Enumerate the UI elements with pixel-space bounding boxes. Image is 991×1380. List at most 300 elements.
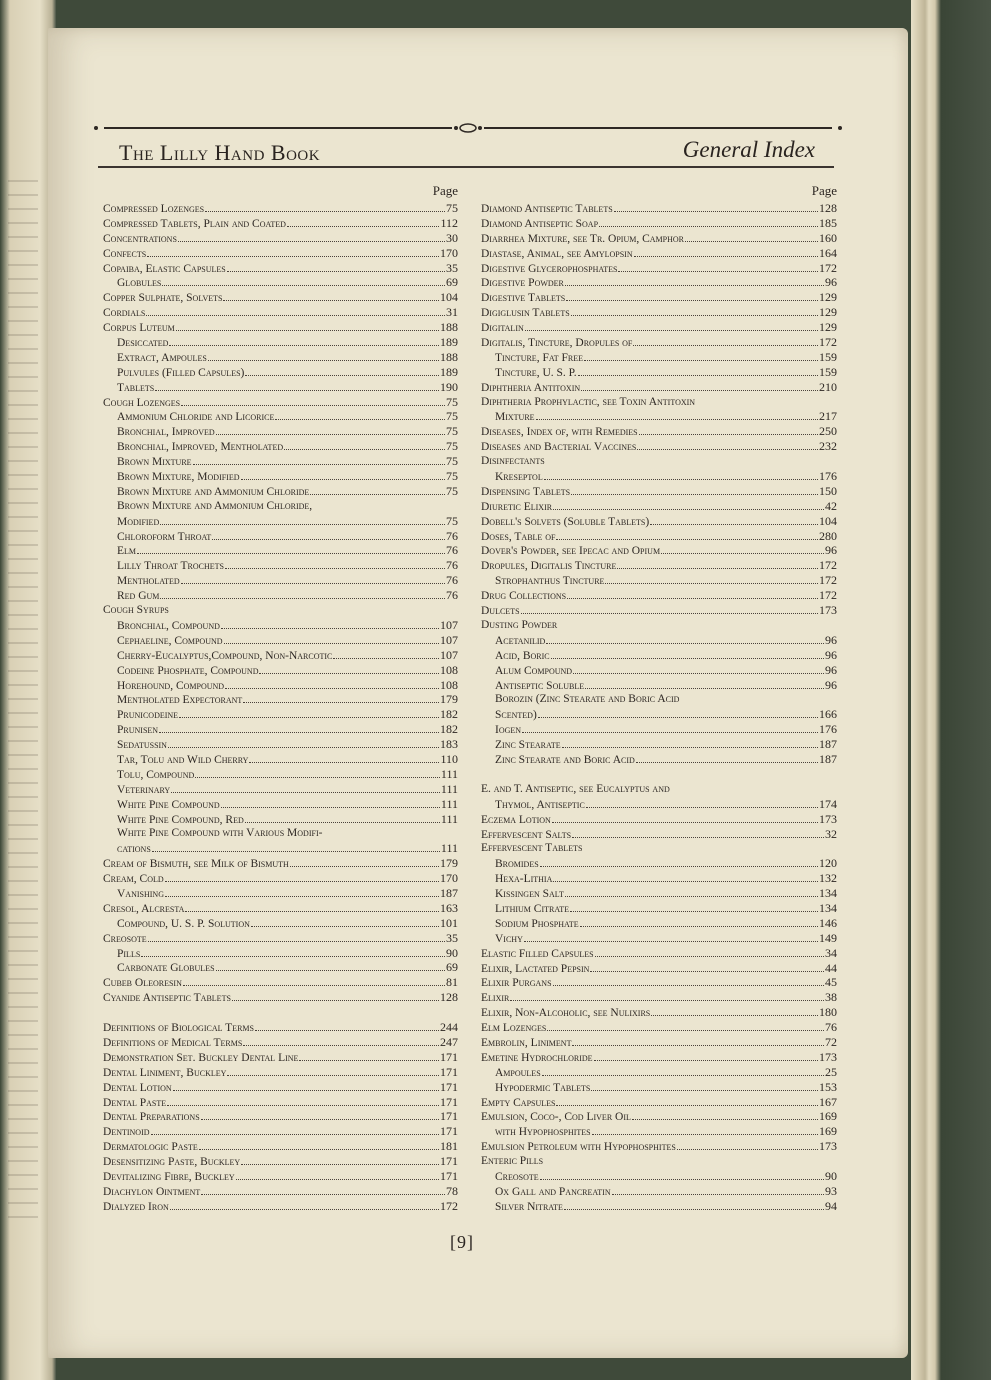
dot-leader (542, 1075, 824, 1076)
index-entry-text: Tar, Tolu and Wild Cherry (117, 753, 249, 766)
dot-leader (571, 494, 818, 495)
dot-leader (146, 315, 445, 316)
index-entry-text: Pulvules (Filled Capsules) (117, 366, 245, 379)
index-entry-text: Embrolin, Liniment (481, 1036, 572, 1049)
dot-leader (592, 1134, 818, 1135)
index-entry-page: 183 (440, 737, 458, 752)
index-entry (103, 960, 458, 975)
index-entry-page: 171 (440, 1154, 458, 1169)
index-entry (103, 707, 458, 722)
header-rule (98, 166, 834, 168)
index-entry-text: Cyanide Antiseptic Tablets (103, 992, 231, 1005)
index-entry (103, 335, 458, 350)
index-entry (103, 1065, 458, 1080)
index-entry-text: Brown Mixture, Modified (117, 471, 240, 484)
index-entry-page: 25 (825, 1064, 837, 1079)
index-entry (103, 946, 458, 961)
index-entry-text: Red Gum (117, 590, 160, 603)
index-entry-page: 250 (819, 424, 837, 439)
index-entry-page: 120 (819, 856, 837, 871)
index-entry-text: Elm Lozenges (481, 1022, 547, 1035)
index-entry-text: Eczema Lotion (481, 813, 551, 826)
dot-leader (636, 762, 818, 763)
dot-leader (566, 300, 818, 301)
index-entry-page: 111 (440, 841, 458, 856)
dot-leader (185, 911, 439, 912)
index-entry-page: 75 (446, 513, 458, 528)
index-entry (103, 1139, 458, 1154)
index-entry-page: 160 (819, 230, 837, 245)
index-entry-text: Elm (117, 545, 137, 558)
index-entry-page: 35 (446, 260, 458, 275)
index-entry-text: Devitalizing Fibre, Buckley (103, 1171, 235, 1183)
index-entry-page: 76 (825, 1020, 837, 1035)
index-entry (103, 305, 458, 320)
dot-leader (216, 434, 445, 435)
index-entry (481, 1109, 837, 1124)
index-entry-text: Digestive Glycerophosphates (481, 262, 618, 275)
dot-leader (199, 1149, 439, 1150)
index-entry-text: Codeine Phosphate, Compound (117, 664, 259, 677)
index-entry-text: Elixir Purgans (481, 977, 552, 990)
index-entry (103, 1050, 458, 1065)
index-entry-text: Diseases and Bacterial Vaccines (481, 441, 637, 454)
index-entry-text: Diarrhea Mixture, see Tr. Opium, Camphor (481, 232, 684, 245)
dot-leader (227, 1075, 439, 1076)
index-entry-page: 111 (440, 766, 458, 781)
index-entry-text: Corpus Luteum (103, 322, 175, 335)
index-entry-text: Sedatussin (117, 739, 167, 752)
index-entry (103, 1080, 458, 1095)
dot-leader (165, 896, 439, 897)
index-entry-page: 110 (440, 751, 458, 766)
index-entry-text: Prunicodeine (117, 709, 179, 722)
dot-leader (572, 1045, 824, 1046)
dot-leader (599, 226, 818, 227)
dot-leader (168, 747, 439, 748)
index-entry-text: Diphtheria Antitoxin (481, 381, 581, 394)
index-entry-page: 75 (446, 409, 458, 424)
index-entry-page: 75 (446, 201, 458, 215)
index-entry-page: 75 (446, 424, 458, 439)
index-entry (481, 231, 837, 246)
index-entry (481, 737, 837, 752)
dot-leader (540, 1179, 824, 1180)
index-entry (481, 305, 837, 320)
index-entry (481, 1169, 837, 1184)
page-number: [9] (450, 1232, 474, 1252)
index-entry-page: 96 (825, 647, 837, 662)
dot-leader (160, 598, 445, 599)
index-entry (103, 454, 458, 469)
index-entry (481, 201, 837, 216)
index-entry-page: 76 (446, 543, 458, 558)
dot-leader (572, 837, 824, 838)
index-entry-page: 182 (440, 707, 458, 722)
index-entry (481, 1199, 837, 1214)
index-entry-page: 171 (440, 1169, 458, 1183)
index-entry-page: 171 (440, 1079, 458, 1094)
index-entry-text: Demonstration Set. Buckley Dental Line (103, 1051, 299, 1064)
index-entry-page: 181 (440, 1139, 458, 1154)
index-entry-text: Dusting Powder (481, 618, 558, 631)
index-entry (481, 841, 837, 856)
index-entry-text: Diastase, Animal, see Amylopsin (481, 247, 633, 260)
index-entry-text: Antiseptic Soluble (495, 679, 585, 692)
index-entry-text: Copper Sulphate, Solvets (103, 292, 223, 305)
dot-leader (661, 553, 824, 554)
index-entry-text: Mixture (495, 411, 535, 424)
index-entry-text: Globules (117, 277, 162, 290)
index-entry-page: 75 (446, 483, 458, 498)
dot-leader (147, 256, 439, 257)
index-entry (481, 350, 837, 365)
dot-leader (594, 1060, 818, 1061)
dot-leader (245, 375, 439, 376)
index-entry (481, 454, 837, 469)
index-entry-text: Zinc Stearate (495, 739, 561, 752)
index-entry-text: Carbonate Globules (117, 962, 215, 975)
index-entry-text: Confects (103, 247, 147, 260)
index-entry-text: Digitalis, Tincture, Dropules of (481, 337, 633, 350)
index-entry (103, 812, 458, 827)
index-entry (481, 648, 837, 663)
index-entry (103, 916, 458, 931)
index-entry-page: 169 (819, 1124, 837, 1139)
index-entry-page: 128 (440, 990, 458, 1005)
dot-leader (556, 1105, 818, 1106)
index-entry-text: Iogen (495, 724, 522, 737)
index-entry (103, 201, 458, 216)
index-entry-text: Desensitizing Paste, Buckley (103, 1156, 241, 1169)
dot-leader (155, 390, 439, 391)
index-entry-text: Cordials (103, 307, 146, 320)
index-entry (103, 901, 458, 916)
dot-leader (243, 1045, 439, 1046)
index-entry (481, 1095, 837, 1110)
index-entry-page: 31 (446, 305, 458, 320)
dot-leader (290, 866, 439, 867)
index-entry (481, 886, 837, 901)
dot-leader (275, 419, 445, 420)
index-entry (103, 678, 458, 693)
index-entry-page: 190 (440, 379, 458, 394)
index-entry (103, 722, 458, 737)
dot-leader (333, 658, 439, 659)
dot-leader (590, 971, 824, 972)
index-entry-text: Dentinoid (103, 1126, 150, 1139)
dot-leader (259, 673, 439, 674)
index-entry (481, 1139, 837, 1154)
index-entry-text: Chloroform Throat (117, 530, 212, 543)
index-entry (481, 797, 837, 812)
dot-leader (562, 747, 818, 748)
index-entry-page: 129 (819, 305, 837, 320)
index-entry-page: 75 (446, 439, 458, 454)
dot-leader (547, 1030, 824, 1031)
index-entry-page: 172 (440, 1198, 458, 1213)
dot-leader (178, 241, 445, 242)
index-entry (103, 1035, 458, 1050)
dot-leader (522, 732, 818, 733)
dot-leader (585, 688, 824, 689)
index-entry (103, 1124, 458, 1139)
index-entry-page: 76 (446, 588, 458, 603)
index-entry-text: Cough Syrups (103, 604, 169, 617)
index-entry-page: 172 (819, 558, 837, 573)
index-entry-text: Emulsion, Coco-, Cod Liver Oil (481, 1111, 631, 1124)
index-entry-text: Emetine Hydrochloride (481, 1051, 593, 1064)
dot-leader (538, 717, 818, 718)
dot-leader (584, 360, 818, 361)
index-entry-page: 173 (819, 811, 837, 826)
index-entry-page: 96 (825, 543, 837, 558)
index-entry-text: Digestive Tablets (481, 292, 566, 305)
dot-leader (195, 777, 440, 778)
dot-leader (639, 434, 818, 435)
index-entry-page: 134 (819, 886, 837, 901)
index-entry (103, 529, 458, 544)
dot-leader (221, 628, 439, 629)
index-entry-page: 42 (825, 498, 837, 513)
dot-leader (651, 1015, 818, 1016)
index-entry (103, 618, 458, 633)
index-entry-page: 171 (440, 1064, 458, 1079)
index-entry-page: 146 (819, 915, 837, 930)
index-entry (481, 365, 837, 380)
dot-leader (171, 792, 440, 793)
dot-leader (169, 345, 439, 346)
index-entry-page: 76 (446, 558, 458, 573)
index-entry-page: 189 (440, 364, 458, 379)
dot-leader (565, 896, 818, 897)
dot-leader (183, 985, 445, 986)
index-entry (103, 231, 458, 246)
index-entry-text: Acid, Boric (495, 649, 550, 662)
dot-leader (236, 1179, 439, 1180)
index-entry-text: Tablets (117, 381, 155, 394)
index-entry-page: 104 (440, 290, 458, 305)
dot-leader (181, 583, 445, 584)
index-entry-text: Dental Preparations (103, 1111, 200, 1124)
dot-leader (162, 285, 445, 286)
dot-leader (255, 1030, 439, 1031)
index-entry (481, 275, 837, 290)
index-entry (103, 558, 458, 573)
dot-leader (223, 300, 439, 301)
index-entry-page: 244 (440, 1020, 458, 1035)
dot-leader (510, 1000, 824, 1001)
index-list (103, 201, 458, 1214)
index-entry-page: 76 (446, 573, 458, 588)
index-entry (103, 246, 458, 261)
dot-leader (571, 315, 818, 316)
index-entry-text: Brown Mixture and Ammonium Chloride (117, 485, 310, 498)
index-entry-page: 164 (819, 245, 837, 260)
dot-leader (137, 553, 445, 554)
index-entry-page: 90 (825, 1169, 837, 1183)
dot-leader (536, 419, 818, 420)
index-entry (103, 499, 458, 514)
index-entry (481, 1124, 837, 1139)
index-entry-page: 69 (446, 275, 458, 290)
index-entry-text: Diseases, Index of, with Remedies (481, 426, 638, 439)
index-entry-page: 187 (819, 751, 837, 766)
index-entry-text: Prunisen (117, 724, 159, 737)
index-entry-page: 172 (819, 588, 837, 603)
index-entry-page: 107 (440, 632, 458, 647)
index-entry-text: Ox Gall and Pancreatin (495, 1185, 611, 1198)
index-entry (103, 1020, 458, 1035)
index-entry (481, 931, 837, 946)
dot-leader (221, 807, 440, 808)
index-entry-text: Diphtheria Prophylactic, see Toxin Antitoxin (481, 395, 696, 408)
dot-leader (176, 330, 439, 331)
dot-leader (193, 464, 445, 465)
index-entry-text: Creosote (103, 932, 147, 945)
dot-leader (212, 539, 445, 540)
index-entry (481, 1020, 837, 1035)
index-entry (103, 1169, 458, 1184)
header-ornament (90, 122, 846, 134)
index-entry-page: 159 (819, 364, 837, 379)
dot-leader (284, 449, 445, 450)
index-entry (481, 901, 837, 916)
index-entry-page: 76 (446, 528, 458, 543)
dot-leader (685, 241, 818, 242)
index-entry (103, 424, 458, 439)
index-entry-page: 166 (819, 707, 837, 722)
index-entry-page: 180 (819, 1005, 837, 1020)
index-entry (481, 588, 837, 603)
index-entry (103, 439, 458, 454)
index-entry (481, 409, 837, 424)
index-entry-text: Dover's Powder, see Ipecac and Opium (481, 545, 661, 558)
index-entry-page: 104 (819, 513, 837, 528)
index-entry-text: Dulcets (481, 605, 520, 618)
index-entry-page: 170 (440, 871, 458, 886)
index-entry (481, 335, 837, 350)
index-entry-page: 172 (819, 335, 837, 350)
dot-leader (614, 211, 818, 212)
dot-leader (173, 1090, 439, 1091)
index-entry-text: Brown Mixture (117, 456, 192, 469)
dot-leader (586, 807, 818, 808)
index-entry-text: Creosote (495, 1171, 539, 1183)
index-entry (103, 648, 458, 663)
dot-leader (521, 613, 818, 614)
dot-leader (581, 390, 818, 391)
dot-leader (553, 985, 824, 986)
dot-leader (546, 643, 824, 644)
index-entry-page: 171 (440, 1049, 458, 1064)
index-entry-page: 108 (440, 662, 458, 677)
index-entry (481, 558, 837, 573)
dot-leader (159, 732, 439, 733)
index-entry-page: 111 (440, 796, 458, 811)
index-entry-text: Bronchial, Compound (117, 619, 220, 632)
index-entry-text: Cream, Cold (103, 873, 164, 886)
index-entry-page: 129 (819, 290, 837, 305)
index-entry (481, 216, 837, 231)
page-column-header: Page (811, 183, 837, 198)
dot-leader (160, 524, 445, 525)
index-entry-text: Dermatologic Paste (103, 1141, 198, 1154)
index-entry (103, 350, 458, 365)
index-entry (103, 380, 458, 395)
index-entry-page: 179 (440, 692, 458, 707)
index-entry (481, 692, 837, 707)
section-title: General Index (682, 137, 815, 162)
index-entry-page: 69 (446, 960, 458, 975)
index-entry (103, 1154, 458, 1169)
dot-leader (181, 405, 445, 406)
index-entry-text: Sodium Phosphate (495, 917, 579, 930)
index-entry-text: Dropules, Digitalis Tincture (481, 560, 617, 573)
dot-leader (148, 941, 445, 942)
index-entry (481, 722, 837, 737)
index-entry-text: Concentrations (103, 232, 177, 245)
index-entry-text: Cream of Bismuth, see Milk of Bismuth (103, 858, 289, 871)
index-entry (481, 618, 837, 633)
dot-leader (245, 822, 440, 823)
index-entry-page: 38 (825, 990, 837, 1005)
index-entry (481, 499, 837, 514)
index-entry (103, 663, 458, 678)
index-entry-text: Desiccated (117, 337, 169, 350)
index-entry-page: 93 (825, 1183, 837, 1198)
index-entry (481, 752, 837, 767)
index-entry-page: 32 (825, 826, 837, 841)
index-entry-page: 101 (440, 915, 458, 930)
index-entry-page: 179 (440, 856, 458, 871)
index-entry (481, 856, 837, 871)
index-entry (103, 290, 458, 305)
index-entry (481, 380, 837, 395)
dot-leader (151, 1134, 439, 1135)
dot-leader (525, 330, 818, 331)
dot-leader (578, 375, 818, 376)
index-entry-page: 78 (446, 1183, 458, 1198)
index-entry-page: 112 (440, 215, 458, 230)
index-entry (103, 484, 458, 499)
index-entry-text: White Pine Compound with Various Modifi- (117, 827, 323, 840)
index-entry (481, 663, 837, 678)
index-entry-text: Effervescent Tablets (481, 842, 583, 855)
index-entry (103, 365, 458, 380)
index-entry-text: Hexa-Lithia (495, 873, 553, 886)
index-entry (103, 1184, 458, 1199)
index-entry (103, 1095, 458, 1110)
index-entry-page: 45 (825, 975, 837, 990)
index-entry (481, 1080, 837, 1095)
index-entry-page: 172 (819, 260, 837, 275)
dot-leader (179, 717, 439, 718)
index-entry-text: Compressed Tablets, Plain and Coated (103, 217, 286, 230)
index-gap (481, 767, 837, 782)
index-entry (103, 871, 458, 886)
index-entry (481, 543, 837, 558)
index-entry-text: Veterinary (117, 783, 171, 796)
index-entry-text: Digiglusin Tablets (481, 307, 570, 320)
index-entry-page: 34 (825, 945, 837, 960)
index-entry-page: 171 (440, 1124, 458, 1139)
dot-leader (227, 271, 445, 272)
dot-leader (551, 658, 824, 659)
index-entry (103, 395, 458, 410)
index-entry-page: 176 (819, 469, 837, 484)
index-entry (481, 1050, 837, 1065)
